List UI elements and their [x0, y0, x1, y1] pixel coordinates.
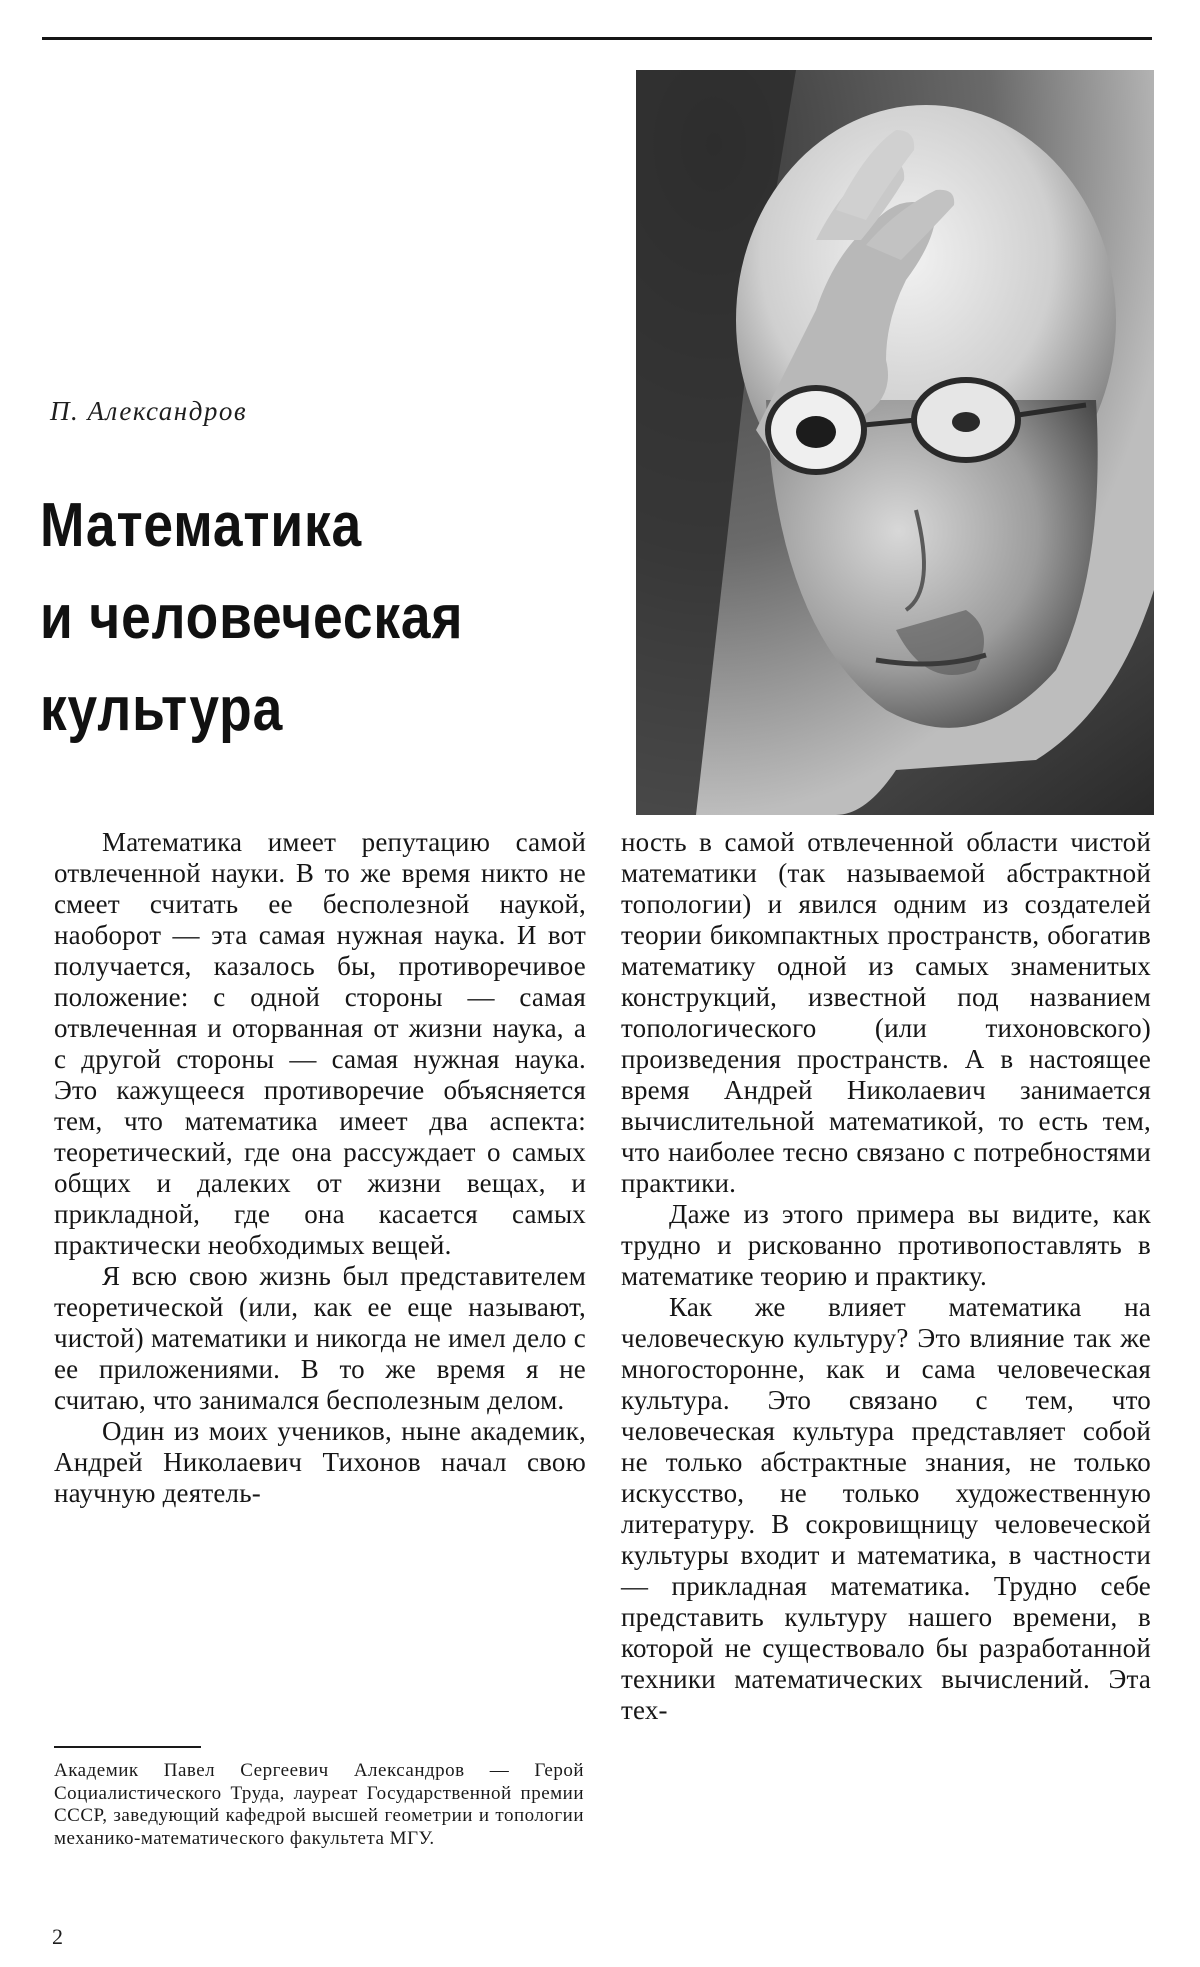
- article-title: [40, 480, 532, 756]
- author-name: П. Александров: [50, 396, 248, 426]
- paragraph: Один из моих учеников, ныне академик, Андрей Николаевич Тихонов начал свою научную деятель-: [54, 1416, 586, 1508]
- article-column-left: [54, 827, 586, 1509]
- footnote-divider: [54, 1746, 201, 1748]
- title-line: Математика: [40, 491, 363, 560]
- article-column-right: [621, 827, 1151, 1726]
- title-line: культура: [40, 675, 284, 744]
- paragraph: Я всю свою жизнь был представителем теоретической (или, как ее еще называют, чистой) математики и никогда не имел дело с ее приложениями. В то же время я не считаю, что занимался бесполезным делом.: [54, 1261, 586, 1415]
- author-portrait-photo: [636, 70, 1154, 815]
- paragraph: Как же влияет математика на человеческую культуру? Это влияние так же многосторонне, как и сама человеческая культура. Это связано с тем, что человеческая культура представляет собой не только абстрактные знания, не только искусство, не только художественную литературу. В сокровищницу человеческой культуры входит и математика, в частности — прикладная математика. Трудно себе представить культуру нашего времени, в которой не существовало бы разработанной техники математических вычислений. Эта тех-: [621, 1292, 1151, 1725]
- footnote: Академик Павел Сергеевич Александров — Герой Социалистического Труда, лауреат Государственной премии СССР, заведующий кафедрой высшей геометрии и топологии механико-математического факультета МГУ.: [54, 1760, 584, 1849]
- title-line: и человеческая: [40, 583, 464, 652]
- paragraph: ность в самой отвлеченной области чистой математики (так называемой абстрактной топологии) и явился одним из создателей теории бикомпактных пространств, обогатив математику одной из самых знаменитых конструкций, известной под названием топологического (или тихоновского) произведения пространств. А в настоящее время Андрей Николаевич занимается вычислительной математикой, то есть тем, что наиболее тесно связано с потребностями практики.: [621, 827, 1151, 1198]
- top-rule: [42, 37, 1152, 40]
- paragraph: Даже из этого примера вы видите, как трудно и рискованно противопоставлять в математике теорию и практику.: [621, 1199, 1151, 1291]
- paragraph: Математика имеет репутацию самой отвлеченной науки. В то же время никто не смеет считать ее бесполезной наукой, наоборот — эта самая нужная наука. И вот получается, казалось бы, противоречивое положение: с одной стороны — самая отвлеченная и оторванная от жизни наука, а с другой стороны — самая нужная наука. Это кажущееся противоречие объясняется тем, что математика имеет два аспекта: теоретический, где она рассуждает о самых общих и далеких от жизни вещах, и прикладной, где она касается самых практически необходимых вещей.: [54, 827, 586, 1260]
- page-number: 2: [52, 1924, 63, 1949]
